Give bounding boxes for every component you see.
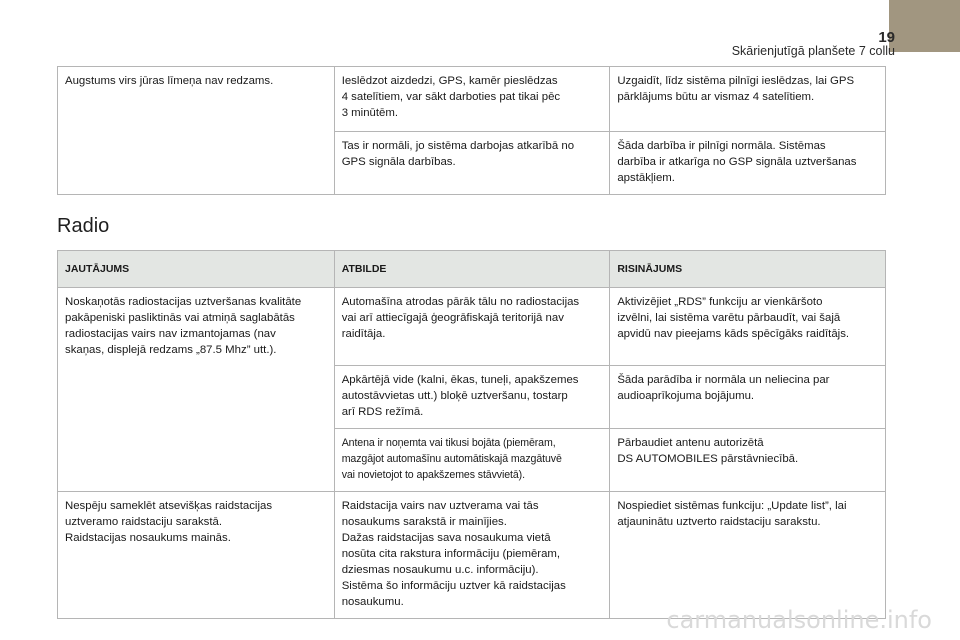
solution-cell: Pārbaudiet antenu autorizētā DS AUTOMOBILES pārstāvniecībā.	[610, 429, 886, 492]
question-cell: Noskaņotās radiostacijas uztveršanas kvalitāte pakāpeniski pasliktinās vai atmiņā saglabātās radiostacijas vairs nav izmantojamas (nav skaņas, displejā redzams „87.5 Mhz” utt.).	[58, 288, 335, 492]
section-title: Radio	[57, 215, 110, 237]
question-cell: Nespēju sameklēt atsevišķas raidstacijas uztveramo raidstaciju sarakstā. Raidstacijas nosaukums mainās.	[58, 492, 335, 619]
page-number: 19	[878, 29, 895, 46]
answer-cell: Raidstacija vairs nav uztverama vai tās nosaukums sarakstā ir mainījies. Dažas raidstacijas sava nosaukuma vietā nosūta cita rakstura informāciju (piemēram, dziesmas nosaukumu u.c. informāciju). Sistēma šo informāciju uztver kā raidstacijas nosaukumu.	[334, 492, 610, 619]
solution-cell: Šāda parādība ir normāla un neliecina par audioaprīkojuma bojājumu.	[610, 366, 886, 429]
answer-cell: Tas ir normāli, jo sistēma darbojas atkarībā no GPS signāla darbības.	[334, 132, 610, 195]
gps-troubleshooting-table	[57, 66, 886, 195]
column-header: RISINĀJUMS	[610, 251, 886, 288]
table-row	[58, 492, 886, 619]
solution-cell: Šāda darbība ir pilnīgi normāla. Sistēmas darbība ir atkarīga no GSP signāla uztveršanas apstākļiem.	[610, 132, 886, 195]
watermark: carmanualsonline.info	[666, 606, 932, 634]
table-header-row	[58, 251, 886, 288]
answer-cell: Ieslēdzot aizdedzi, GPS, kamēr pieslēdzas 4 satelītiem, var sākt darboties pat tikai pēc 3 minūtēm.	[334, 67, 610, 132]
radio-troubleshooting-table	[57, 250, 886, 619]
answer-cell: Apkārtējā vide (kalni, ēkas, tuneļi, apakšzemes autostāvvietas utt.) bloķē uztveršanu, tostarp arī RDS režīmā.	[334, 366, 610, 429]
column-header: ATBILDE	[334, 251, 610, 288]
answer-cell: Automašīna atrodas pārāk tālu no radiostacijas vai arī attiecīgajā ģeogrāfiskajā teritorijā nav raidītāja.	[334, 288, 610, 366]
page-running-title: Skārienjutīgā planšete 7 collu	[731, 44, 895, 58]
question-cell: Augstums virs jūras līmeņa nav redzams.	[58, 67, 335, 195]
table-row	[58, 288, 886, 366]
solution-cell: Aktivizējiet „RDS” funkciju ar vienkāršoto izvēlni, lai sistēma varētu pārbaudīt, vai šajā apvidū nav pieejams kāds spēcīgāks raidītājs.	[610, 288, 886, 366]
page-corner-tab	[889, 0, 960, 52]
table-row	[58, 67, 886, 132]
column-header: JAUTĀJUMS	[58, 251, 335, 288]
answer-cell: Antena ir noņemta vai tikusi bojāta (piemēram, mazgājot automašīnu automātiskajā mazgātuvē vai novietojot to apakšzemes stāvvietā).	[334, 429, 610, 492]
solution-cell: Nospiediet sistēmas funkciju: „Update list”, lai atjauninātu uztverto raidstaciju sarakstu.	[610, 492, 886, 619]
solution-cell: Uzgaidīt, līdz sistēma pilnīgi ieslēdzas, lai GPS pārklājums būtu ar vismaz 4 satelītiem.	[610, 67, 886, 132]
